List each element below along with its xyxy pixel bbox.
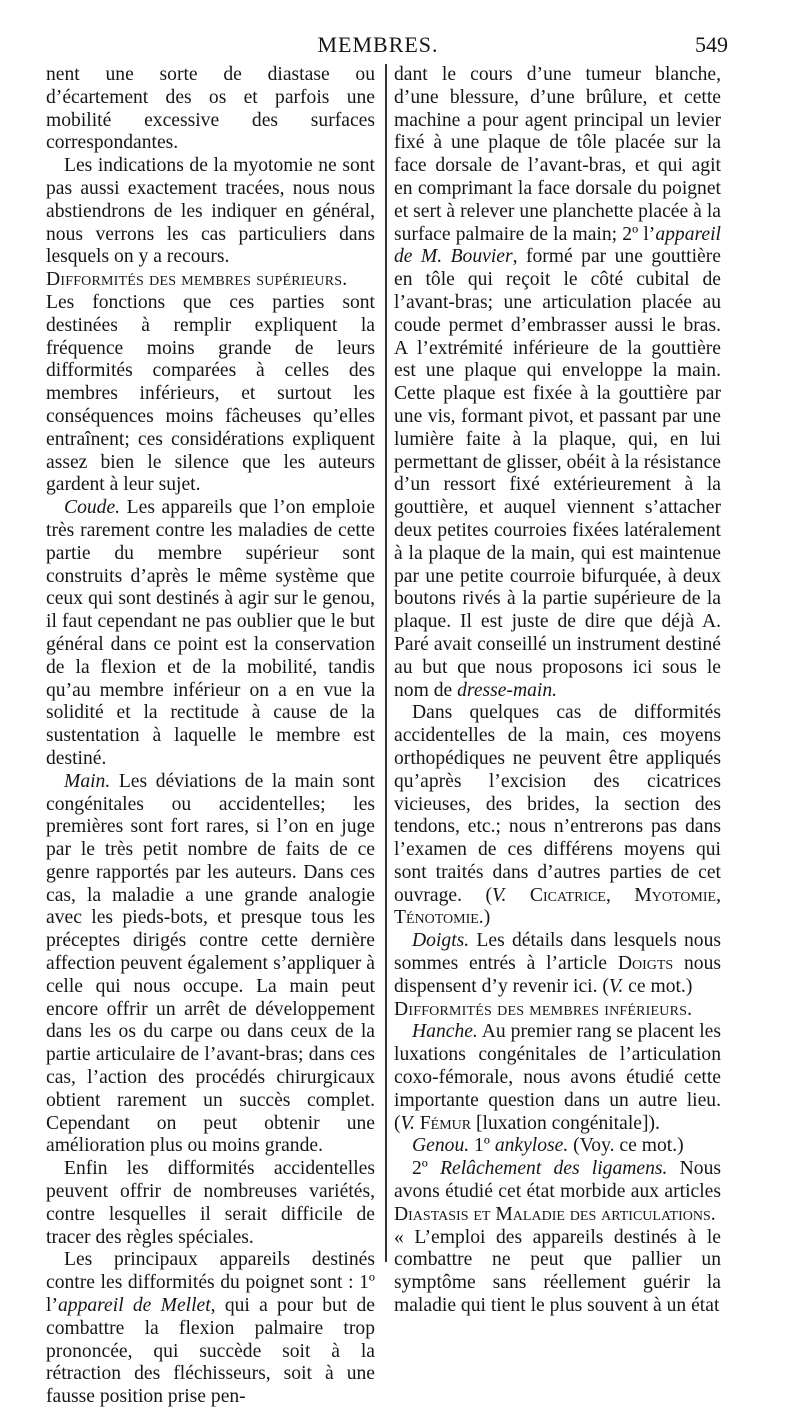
appareil-bouvier: appareil de M. Bouvier — [394, 223, 721, 268]
paragraph-relachement — [394, 1158, 721, 1226]
doigts-end: ce mot.) — [623, 975, 693, 997]
paragraph-quote: « L’emploi des appareils destinés à le combattre ne peut que pallier un symptôme sans réellement guérir la maladie qui tient le plus souvent à un état — [394, 1226, 721, 1317]
doigts-text: Les détails dans lesquels nous sommes entrés à l’article — [394, 930, 721, 975]
voir-abbrev-1: V. — [492, 884, 507, 906]
subheading-hanche: Hanche. — [412, 1021, 478, 1043]
page-header — [28, 32, 728, 62]
right-column — [394, 64, 721, 1318]
relachement-refs: Diastasis et Maladie des articulations. — [394, 1203, 716, 1225]
principaux-text-end: , qui a pour but de combattre la flexion palmaire trop prononcée, qui succède soit à la rétraction des fléchisseurs, soit à une fausse position prise pen- — [46, 1295, 375, 1408]
femur-ref: Fémur — [414, 1112, 472, 1134]
paragraph-enfin: Enfin les difformités accidentelles peuvent offrir de nombreuses variétés, contre lesquelles il serait difficile de tracer des règles spéciales. — [46, 1158, 375, 1248]
genou-ref: (Voy. ce mot.) — [568, 1135, 684, 1157]
dant-text-end: , formé par une gouttière en tôle qui reçoit le côté cubital de l’avant-bras; une articulation placée au coude permet d’embrasser aussi le bras. A l’extrémité inférieure de la gouttière est une plaque qui enveloppe la main. Cette plaque est fixée à la gouttière par une vis, formant pivot, et passant par une lumière faite à la plaque, qui, en lui permettant de glisser, obéit à la résistance d’un ressort fixé extérieurement à la gouttière, et auquel viennent s’attacher deux petites courroies fixées latéralement à la plaque de la main, qui est maintenue par une petite courroie bifurquée, à deux boutons rivés à la partie supérieure de la plaque. Il est juste de dire que déjà A. Paré avait conseillé un instrument destiné au but que nous proposons ici sous le nom de — [394, 246, 721, 701]
main-text: Les déviations de la main sont congénitales ou accidentelles; les premières sont fort rares, si l’on en juge par le très petit nombre de faits de ce genre rapportés par les auteurs. Dans ces cas, la maladie a une grande analogie avec les pieds-bots, et presque tous les préceptes dirigés contre cette dernière affection peuvent également s’appliquer à celle qui nous occupe. La main peut encore offrir un arrêt de développement dans les os du carpe ou dans ceux de la partie articulaire de l’avant-bras; dans ces cas, l’action des procédés chirurgicaux obtient rarement un succès complet. Cependant on peut obtenir une amélioration plus ou moins grande. — [46, 770, 375, 1157]
page-number: 549 — [695, 32, 728, 57]
principaux-text: Les principaux appareils destinés contre les difformités du poignet sont : 1º l’ — [46, 1249, 375, 1317]
genou-text: 1º — [469, 1135, 495, 1157]
paragraph-dans — [394, 702, 721, 930]
dans-text: Dans quelques cas de difformités accidentelles de la main, ces moyens orthopédiques ne peuvent être appliqués qu’après l’excision des cicatrices vicieuses, des brides, la section des tendons, etc.; nous n’entrerons pas dans l’examen de ces différens moyens qui sont traités dans d’autres parties de cet ouvrage. ( — [394, 702, 721, 906]
doigts-ref: Doigts — [617, 953, 674, 975]
running-head: MEMBRES. — [317, 32, 439, 57]
paragraph-diastase: nent une sorte de diastase ou d’écartement des os et parfois une mobilité excessive des surfaces correspondantes. — [46, 64, 375, 154]
relachement-text: Nous avons étudié cet état morbide aux articles — [394, 1158, 721, 1203]
subheading-genou: Genou. — [412, 1135, 470, 1157]
paragraph-genou — [394, 1135, 721, 1158]
voir-abbrev-3: V. — [400, 1112, 415, 1134]
hanche-end: [luxation congénitale]). — [471, 1112, 660, 1134]
coude-text: Les appareils que l’on emploie très rarement contre les maladies de cette partie du membre supérieur sont construits d’après le même système que ceux qui sont destinés à agir sur le genou, il faut cependant ne pas oublier que le but général dans ce point est la conservation de la flexion et de la mobilité, tandis qu’au membre inférieur on a en vue la solidité et la rectitude à cause de la sustentation à laquelle le membre est destiné. — [46, 497, 375, 769]
relachement-num: 2º — [412, 1158, 441, 1180]
doigts-text-2: nous dispensent d’y revenir ici. ( — [394, 953, 721, 997]
subheading-main: Main. — [64, 770, 111, 792]
paragraph-myotomie: Les indications de la myotomie ne sont pas aussi exactement tracées, nous nous abstiendrons de les indiquer en général, nous verrons les cas particuliers dans lesquels on y a recours. — [46, 155, 375, 268]
left-column — [46, 64, 375, 1409]
dresse-main-term: dresse-main. — [457, 679, 558, 701]
subheading-doigts: Doigts. — [412, 930, 470, 952]
appareil-mellet: appareil de Mellet — [57, 1295, 211, 1317]
paragraph-fonctions: Les fonctions que ces parties sont destinées à remplir expliquent la fréquence moins grande de leurs difformités comparées à celles des membres inférieurs, et surtout les conséquences moins fâcheuses qu’elles entraînent; ces considérations expliquent assez bien le silence que les auteurs gardent à leur sujet. — [46, 291, 375, 496]
subheading-coude: Coude. — [64, 497, 121, 519]
ankylose-term: ankylose. — [494, 1135, 569, 1157]
dant-text: dant le cours d’une tumeur blanche, d’une blessure, d’une brûlure, et cette machine a pour agent principal un levier fixé à une plaque de tôle placée sur la face dorsale de l’avant-bras, et qui agit en comprimant la face dorsale du poignet et sert à relever une planchette placée à la surface palmaire de la main; 2º l’ — [394, 64, 721, 245]
paragraph-coude — [46, 497, 375, 771]
voir-abbrev-2: V. — [608, 975, 624, 997]
paragraph-main — [46, 771, 375, 1159]
paragraph-dant — [394, 64, 721, 702]
section-heading-superieurs: Difformités des membres supérieurs. — [46, 269, 348, 291]
paragraph-hanche — [394, 1021, 721, 1135]
paragraph-doigts — [394, 930, 721, 998]
dans-text-end: ) — [483, 907, 491, 929]
paragraph-principaux — [46, 1249, 375, 1409]
relachement-term: Relâchement des ligamens. — [440, 1158, 668, 1180]
hanche-text: Au premier rang se placent les luxations congénitales de l’articulation coxo-fémorale, nous avons étudié cette importante question dans un autre lieu. ( — [394, 1021, 721, 1134]
section-heading-inferieurs: Difformités des membres inférieurs. — [394, 998, 693, 1020]
column-divider — [385, 64, 387, 1262]
cross-refs-1: Cicatrice, Myotomie, Ténotomie. — [394, 884, 721, 929]
